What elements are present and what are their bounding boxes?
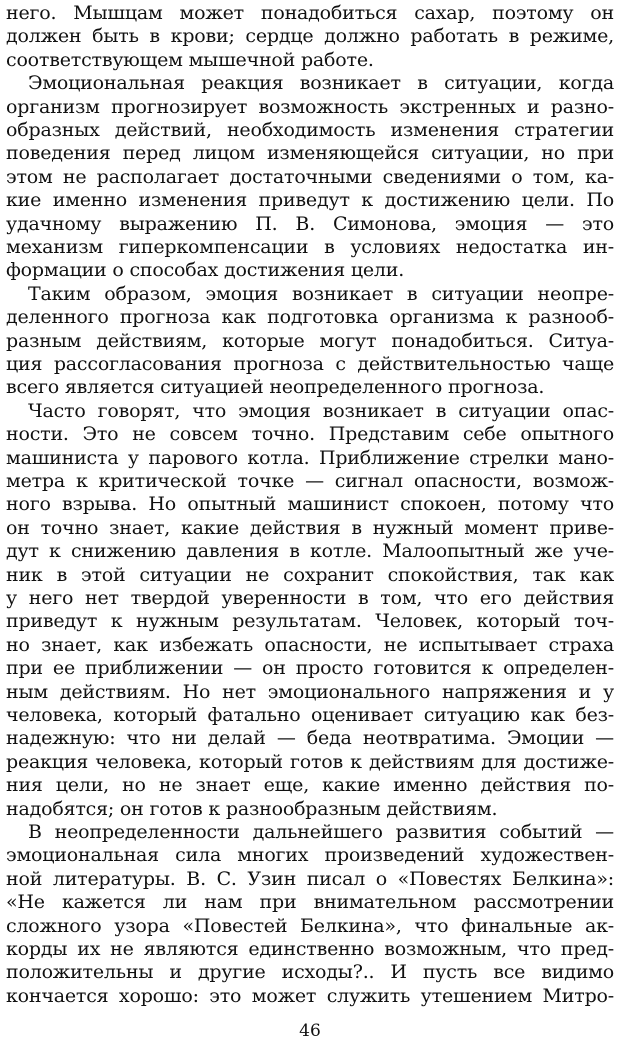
text-line: него. Мышцам может понадобиться сахар, поэтому он	[6, 2, 614, 24]
text-line: он точно знает, какие действия в нужный момент приве-	[6, 516, 614, 539]
text-line: соответствующем мышечной работе.	[6, 48, 374, 71]
text-line: приведут к нужным результатам. Человек, который точ-	[6, 610, 614, 633]
text-line: Часто говорят, что эмоция возникает в ситуации опас-	[28, 399, 614, 422]
text-line: этом не располагает достаточными сведениями о том, ка-	[6, 165, 614, 188]
text-line: механизм гиперкомпенсации в условиях недостатка ин-	[6, 236, 614, 258]
text-line: организм прогнозирует возможность экстренных и разно-	[6, 95, 614, 118]
text-line: реакция человека, который готов к действиям для достиже-	[6, 750, 614, 773]
text-line: ция рассогласования прогноза с действительностью чаще	[6, 353, 614, 375]
text-line: при ее приближении — он просто готовится к определен-	[6, 657, 614, 680]
text-line: Эмоциональная реакция возникает в ситуации, когда	[28, 72, 614, 95]
text-line: ной литературы. В. С. Узин писал о «Повестях Белкина»:	[6, 867, 614, 890]
text-line: метра к критической точке — сигнал опасности, возмож-	[6, 470, 614, 492]
text-line: положительны и другие исходы?.. И пусть все видимо	[6, 961, 614, 984]
text-line: у него нет твердой уверенности в том, что его действия	[6, 587, 614, 609]
text-line: корды их не являются единственно возможным, что пред-	[6, 938, 614, 960]
text-line: удачному выражению П. В. Симонова, эмоция — это	[6, 212, 614, 235]
text-line: Таким образом, эмоция возникает в ситуации неопре-	[28, 282, 614, 305]
text-line: надежную: что ни делай — беда неотвратима. Эмоции —	[6, 727, 614, 750]
text-line: деленного прогноза как подготовка организма к разнооб-	[6, 306, 614, 329]
text-line: поведения перед лицом изменяющейся ситуации, но при	[6, 142, 614, 165]
text-line: ния цели, но не знает еще, какие именно действия по-	[6, 774, 614, 797]
text-line: кие именно изменения приведут к достижению цели. По	[6, 189, 614, 212]
text-line: должен быть в крови; сердце должно работать в режиме,	[6, 25, 614, 48]
page-number: 46	[299, 1021, 321, 1041]
text-line: дут к снижению давления в котле. Малоопытный же уче-	[6, 540, 614, 563]
text-line: эмоциональная сила многих произведений художествен-	[6, 844, 614, 867]
text-line: разным действиям, которые могут понадобиться. Ситуа-	[6, 329, 614, 352]
text-line: образных действий, необходимость изменения стратегии	[6, 119, 614, 141]
text-line: формации о способах достижения цели.	[6, 259, 405, 282]
text-line: ного взрыва. Но опытный машинист спокоен, потому что	[6, 493, 614, 516]
text-line: человека, который фатально оценивает ситуацию как без-	[6, 704, 614, 726]
text-line: сложного узора «Повестей Белкина», что финальные ак-	[6, 914, 614, 937]
text-line: но знает, как избежать опасности, не испытывает страха	[6, 633, 614, 656]
text-line: ности. Это не совсем точно. Представим себе опытного	[6, 423, 614, 446]
text-line: В неопределенности дальнейшего развития событий —	[28, 821, 614, 843]
text-line: надобятся; он готов к разнообразным действиям.	[6, 797, 498, 820]
text-line: «Не кажется ли нам при внимательном рассмотрении	[6, 891, 614, 914]
text-line: кончается хорошо: это может служить утешением Митро-	[6, 984, 614, 1007]
text-line: ным действиям. Но нет эмоционального напряжения и у	[6, 680, 614, 703]
text-line: всего является ситуацией неопределенного прогноза.	[6, 376, 545, 399]
text-line: ник в этой ситуации не сохранит спокойствия, так как	[6, 563, 614, 586]
book-page	[6, 0, 614, 1048]
text-line: машиниста у парового котла. Приближение стрелки мано-	[6, 446, 614, 469]
